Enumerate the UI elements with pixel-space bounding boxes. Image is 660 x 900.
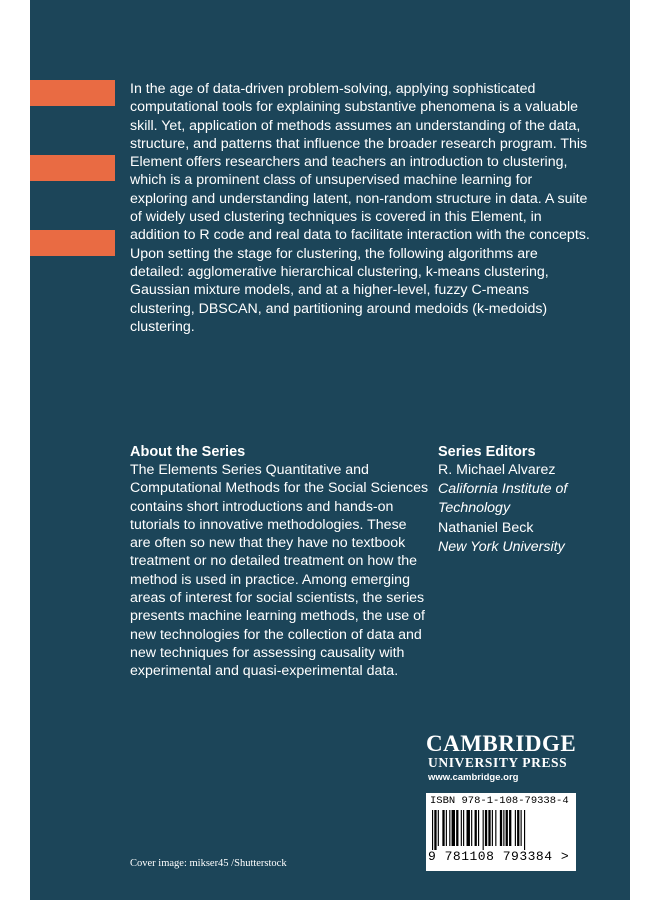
publisher-name: CAMBRIDGE: [426, 731, 577, 756]
accent-stripe: [30, 230, 115, 256]
editor-affiliation: California Institute of Technology: [438, 481, 568, 516]
cover-image-credit: Cover image: mikser45 /Shutterstock: [130, 858, 287, 869]
isbn-label: ISBN 978-1-108-79338-4: [430, 795, 569, 807]
series-editor: [438, 519, 598, 557]
barcode-bars: [432, 810, 570, 850]
publisher-subname: UNIVERSITY PRESS: [428, 755, 568, 770]
accent-stripe: [30, 155, 115, 181]
about-series-heading: About the Series: [130, 444, 246, 460]
book-blurb: In the age of data-driven problem-solving, applying sophisticated computational tools for explaining substantive phenomena is a valuable skill. Yet, application of methods assumes an understanding of the data, structure, and patterns that influence the broader research program. This Element offers researchers and teachers an introduction to clustering, which is a prominent class of unsupervised machine learning for exploring and understanding latent, non-random structure in data. A suite of widely used clustering techniques is covered in this Element, in addition to R code and real data to facilitate interaction with the concepts. Upon setting the stage for clustering, the following algorithms are detailed: agglomerative hierarchical clustering, k-means clustering, Gaussian mixture models, and at a higher-level, fuzzy C-means clustering, DBSCAN, and partitioning around medoids (k-medoids) clustering.: [130, 81, 590, 335]
series-editors-heading: Series Editors: [438, 444, 536, 460]
accent-stripe: [30, 80, 115, 106]
editor-name: R. Michael Alvarez: [438, 462, 556, 478]
series-editor: [438, 461, 598, 518]
editor-name: Nathaniel Beck: [438, 520, 534, 536]
publisher-url: www.cambridge.org: [428, 772, 519, 783]
publisher-logo: [426, 733, 586, 784]
editor-affiliation: New York University: [438, 539, 565, 555]
back-cover: [30, 0, 630, 900]
about-series-text: The Elements Series Quantitative and Computational Methods for the Social Sciences contains short introductions and hands-on tutorials to innovative methodologies. These are often so new that they have no textbook treatment or no detailed treatment on how the method is used in practice. Among emerging areas of interest for social scientists, the series presents machine learning methods, the use of new technologies for the collection of data and new techniques for assessing causality with experimental and quasi-experimental data.: [130, 462, 429, 680]
barcode-digits: 9 781108 793384 >: [428, 849, 570, 864]
isbn-barcode: [426, 793, 576, 871]
